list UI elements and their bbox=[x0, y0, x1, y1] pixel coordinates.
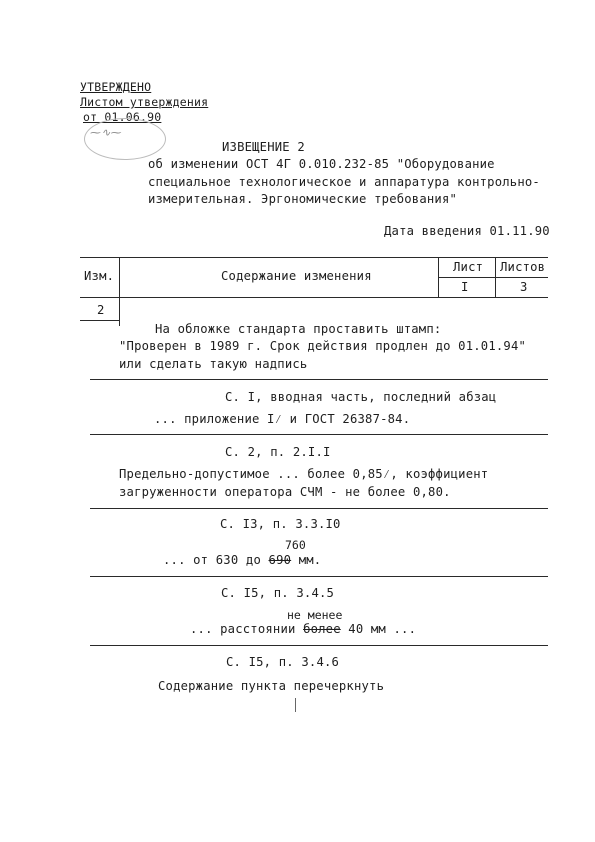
insertion-mark: ⁄ bbox=[382, 467, 391, 481]
entry2-text-a: ... приложение I bbox=[154, 412, 275, 426]
entry2-text-b: и ГОСТ 26387-84. bbox=[282, 412, 411, 426]
stamp-date: от 01.06.90 bbox=[83, 110, 162, 124]
notice-subject-line-1: об изменении ОСТ 4Г 0.010.232-85 "Оборудование bbox=[148, 157, 495, 171]
stamp-approved: УТВЕРЖДЕНО bbox=[80, 80, 152, 94]
entry4-reference: С. I3, п. 3.3.I0 bbox=[220, 517, 341, 531]
entry5-text-b: 40 мм ... bbox=[340, 622, 417, 636]
entry4-replacement-value: 760 bbox=[285, 538, 306, 552]
col-header-list: Лист bbox=[453, 260, 484, 274]
table-sheet-divider bbox=[438, 277, 548, 278]
entry-separator-5 bbox=[90, 645, 548, 646]
col-header-listov: Листов bbox=[500, 260, 546, 274]
stamp-sheet: Листом утверждения bbox=[80, 95, 209, 109]
entry2-text bbox=[154, 412, 410, 427]
col-header-izm: Изм. bbox=[84, 269, 115, 283]
entry1-line-3: или сделать такую надпись bbox=[119, 357, 308, 371]
entry-separator-1 bbox=[90, 379, 548, 380]
entry6-text: Содержание пункта перечеркнуть bbox=[158, 679, 385, 693]
entry3-line-1 bbox=[119, 467, 488, 482]
entry3-line-1-a: Предельно-допустимое ... более 0,85 bbox=[119, 467, 383, 481]
signature: ⁓∿⁓ bbox=[90, 126, 122, 139]
izm-value: 2 bbox=[97, 303, 105, 317]
izm-cell-underline bbox=[80, 320, 120, 321]
entry4-text-b: мм. bbox=[291, 553, 322, 567]
entry3-line-2: загруженности оператора СЧМ - не более 0,80. bbox=[119, 485, 451, 499]
entry-separator-2 bbox=[90, 434, 548, 435]
notice-title: ИЗВЕЩЕНИЕ 2 bbox=[222, 140, 305, 154]
stamp-seal bbox=[84, 118, 166, 160]
entry6-reference: С. I5, п. 3.4.6 bbox=[226, 655, 340, 669]
entry5-text-a: ... расстоянии bbox=[190, 622, 304, 636]
table-header-bottom-border bbox=[80, 297, 548, 298]
entry1-line-2: "Проверен в 1989 г. Срок действия продлен до 01.01.94" bbox=[119, 339, 527, 353]
entry3-line-1-b: , коэффициент bbox=[390, 467, 489, 481]
table-col-divider-1 bbox=[119, 257, 120, 326]
table-col-divider-3 bbox=[495, 257, 496, 297]
insertion-mark: ⁄ bbox=[274, 412, 283, 426]
entry5-text bbox=[190, 622, 416, 636]
notice-subject-line-2: специальное технологическое и аппаратура контрольно- bbox=[148, 175, 540, 189]
entry-separator-3 bbox=[90, 508, 548, 509]
entry4-struck-value: 690 bbox=[268, 553, 292, 567]
effective-date: Дата введения 01.11.90 bbox=[384, 224, 550, 238]
table-top-border bbox=[80, 257, 548, 258]
stray-mark bbox=[295, 698, 296, 712]
list-value: I bbox=[461, 280, 469, 294]
listov-value: 3 bbox=[520, 280, 528, 294]
entry5-struck-text: более bbox=[303, 622, 341, 636]
entry-separator-4 bbox=[90, 576, 548, 577]
entry3-reference: С. 2, п. 2.I.I bbox=[225, 445, 331, 459]
notice-subject-line-3: измерительная. Эргономические требования" bbox=[148, 192, 458, 206]
entry4-text-a: ... от 630 до bbox=[163, 553, 269, 567]
table-col-divider-2 bbox=[438, 257, 439, 297]
entry4-text bbox=[163, 553, 321, 567]
col-header-content: Содержание изменения bbox=[221, 269, 372, 283]
entry5-replacement-text: не менее bbox=[287, 608, 343, 622]
entry5-reference: С. I5, п. 3.4.5 bbox=[221, 586, 335, 600]
entry1-line-1: На обложке стандарта проставить штамп: bbox=[155, 322, 442, 336]
entry2-reference: С. I, вводная часть, последний абзац bbox=[225, 390, 497, 404]
